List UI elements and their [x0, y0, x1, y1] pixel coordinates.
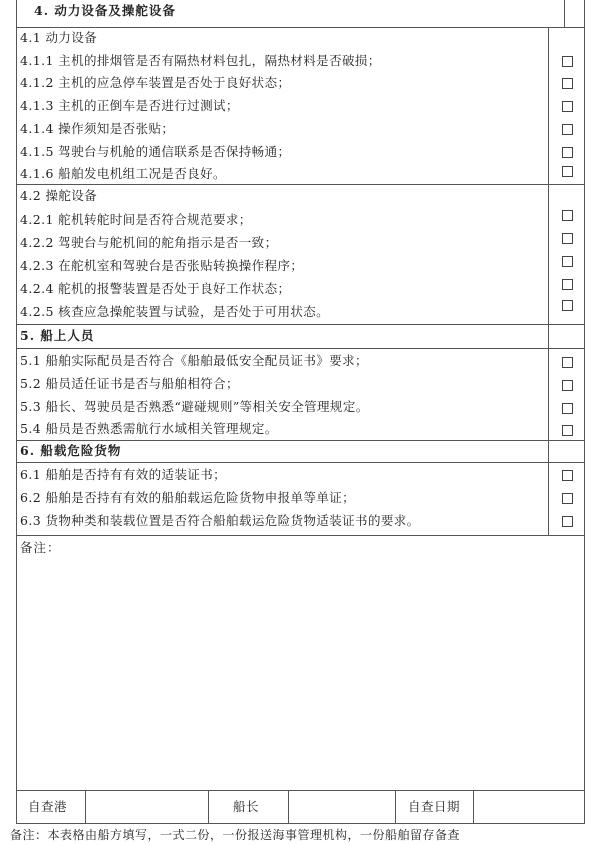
- checkbox[interactable]: [562, 403, 573, 414]
- checkbox[interactable]: [562, 101, 573, 112]
- checklist-item: 4.2.5 核查应急操舵装置与试验，是否处于可用状态。: [20, 304, 330, 319]
- section-5-title: 5. 船上人员: [20, 328, 95, 343]
- rule-top: [16, 27, 585, 28]
- rule-4-1-end: [16, 184, 585, 185]
- checkbox[interactable]: [562, 380, 573, 391]
- checkbox[interactable]: [562, 357, 573, 368]
- checklist-item: 4.1.3 主机的正倒车是否进行过测试；: [20, 98, 239, 113]
- footer-divider-4: [395, 790, 396, 824]
- checklist-item: 4.1.4 操作须知是否张贴；: [20, 121, 175, 136]
- checkbox-column-divider: [548, 27, 549, 535]
- checklist-item: 5.1 船舶实际配员是否符合《船舶最低安全配员证书》要求；: [20, 353, 368, 368]
- checkbox[interactable]: [562, 470, 573, 481]
- checkbox[interactable]: [562, 425, 573, 436]
- table-border-right: [584, 0, 585, 824]
- footer-divider-2: [208, 790, 209, 824]
- rule-4-2-end: [16, 324, 585, 325]
- checkbox[interactable]: [562, 233, 573, 244]
- checklist-item: 6.1 船舶是否持有有效的适装证书；: [20, 467, 227, 482]
- remarks-label: 备注：: [20, 540, 61, 555]
- checklist-item: 4.1.5 驾驶台与机舱的通信联系是否保持畅通；: [20, 144, 291, 159]
- checkbox[interactable]: [562, 124, 573, 135]
- section-4-1-heading: 4.1 动力设备: [20, 30, 98, 45]
- rule-6-title: [16, 462, 585, 463]
- captain-label: 船长: [233, 799, 260, 814]
- captain-field[interactable]: [289, 791, 395, 823]
- checklist-item: 4.2.1 舵机转舵时间是否符合规范要求；: [20, 212, 252, 227]
- port-field[interactable]: [86, 791, 208, 823]
- checkbox[interactable]: [562, 256, 573, 267]
- table-border-right-top: [564, 0, 565, 27]
- rule-footer-bottom: [16, 823, 585, 824]
- checkbox[interactable]: [562, 279, 573, 290]
- date-field[interactable]: [474, 791, 584, 823]
- checkbox[interactable]: [562, 300, 573, 311]
- bottom-note: 备注：本表格由船方填写，一式二份，一份报送海事管理机构，一份船舶留存备查: [10, 828, 461, 842]
- checklist-item: 6.2 船舶是否持有有效的船舶载运危险货物申报单等单证；: [20, 490, 356, 505]
- checklist-item: 4.2.2 驾驶台与舵机间的舵角指示是否一致；: [20, 235, 278, 250]
- checklist-item: 4.1.2 主机的应急停车装置是否处于良好状态；: [20, 75, 291, 90]
- rule-5-title: [16, 348, 585, 349]
- checkbox[interactable]: [562, 147, 573, 158]
- port-label: 自查港: [28, 799, 68, 814]
- checkbox[interactable]: [562, 78, 573, 89]
- section-6-title: 6. 船载危险货物: [20, 443, 122, 458]
- checklist-item: 6.3 货物种类和装载位置是否符合船舶载运危险货物适装证书的要求。: [20, 513, 420, 528]
- checklist-item: 5.2 船员适任证书是否与船舶相符合；: [20, 376, 239, 391]
- checkbox[interactable]: [562, 166, 573, 177]
- section-4-2-heading: 4.2 操舵设备: [20, 188, 98, 203]
- checkbox[interactable]: [562, 210, 573, 221]
- checklist-item: 4.1.6 船舶发电机组工况是否良好。: [20, 166, 226, 181]
- checklist-item: 4.2.4 舵机的报警装置是否处于良好工作状态；: [20, 281, 291, 296]
- checkbox[interactable]: [562, 516, 573, 527]
- checklist-item: 4.2.3 在舵机室和驾驶台是否张贴转换操作程序；: [20, 258, 304, 273]
- section-4-title: 4. 动力设备及操舵设备: [34, 3, 176, 18]
- checklist-item: 5.3 船长、驾驶员是否熟悉“避碰规则”等相关安全管理规定。: [20, 399, 369, 414]
- checkbox[interactable]: [562, 493, 573, 504]
- date-label: 自查日期: [408, 799, 461, 814]
- checklist-item: 4.1.1 主机的排烟管是否有隔热材料包扎，隔热材料是否破损；: [20, 53, 381, 68]
- remarks-area[interactable]: [17, 536, 584, 790]
- checkbox[interactable]: [562, 56, 573, 67]
- checklist-item: 5.4 船员是否熟悉需航行水域相关管理规定。: [20, 421, 278, 436]
